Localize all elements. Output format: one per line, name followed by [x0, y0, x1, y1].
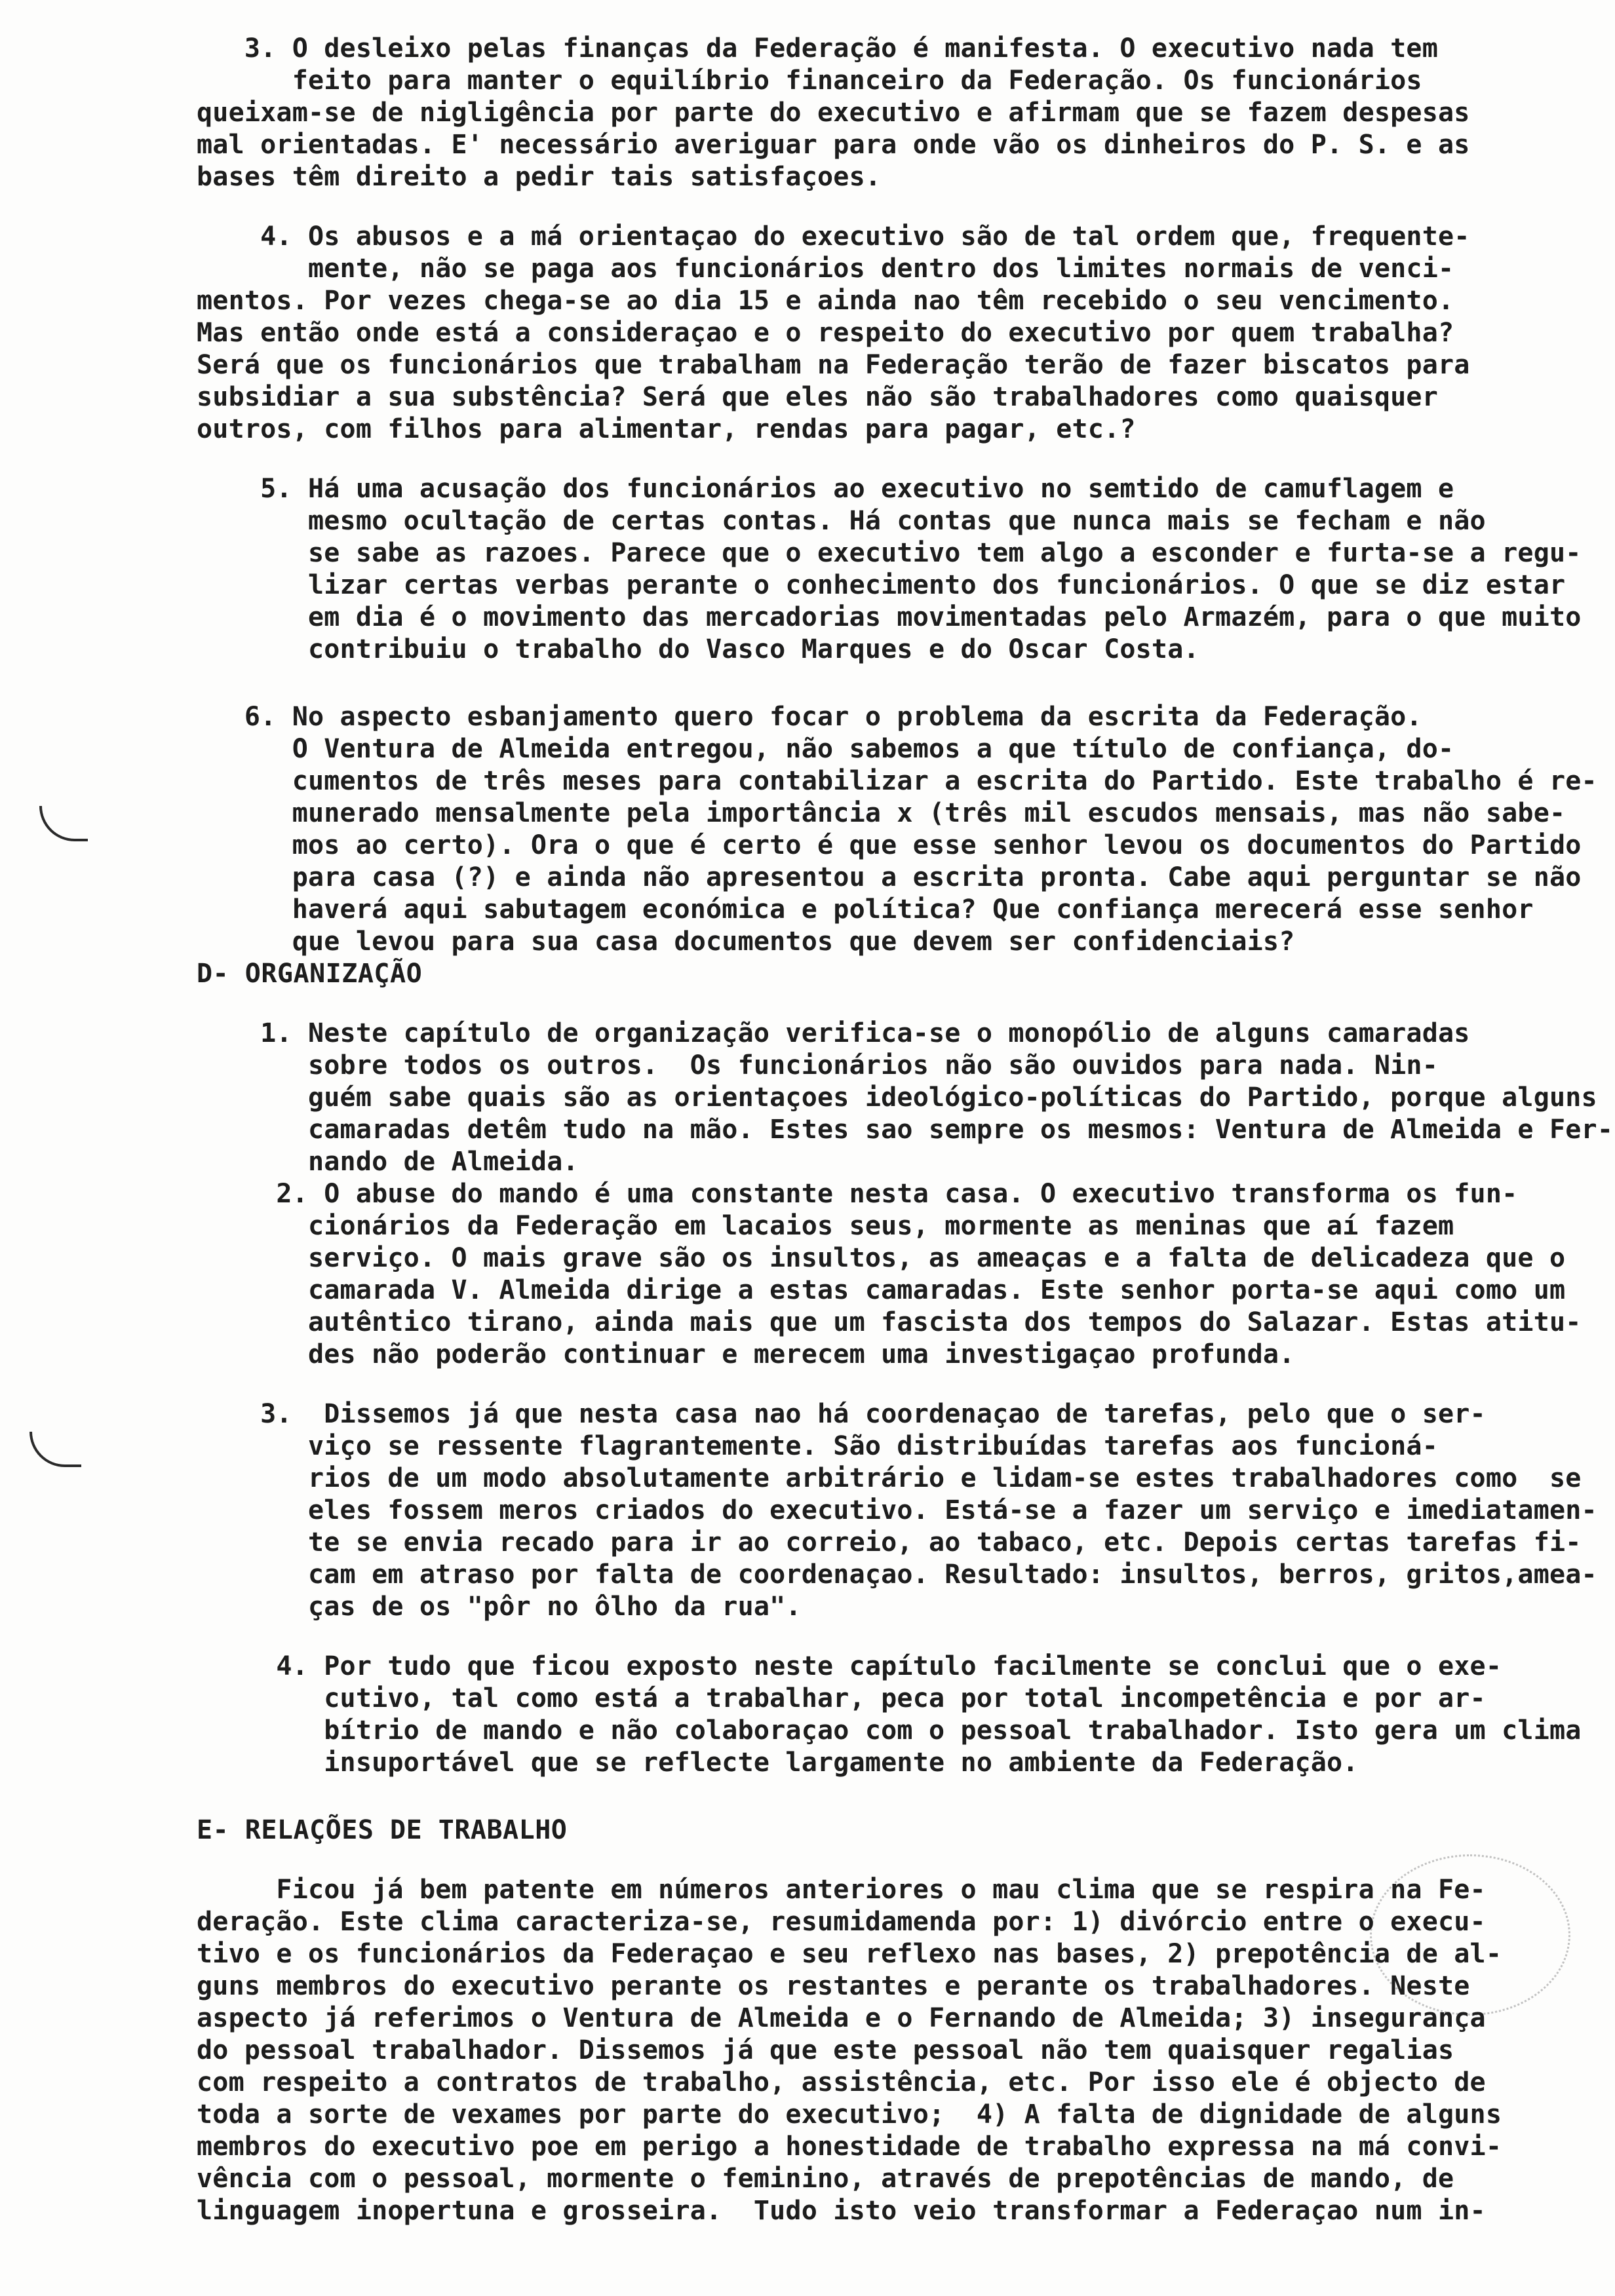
text-line: serviço. O mais grave são os insultos, as ameaças e a falta de delicadeza que o: [197, 1243, 1566, 1273]
text-line: com respeito a contratos de trabalho, assistência, etc. Por isso ele é objecto de: [197, 2067, 1486, 2097]
margin-pencil-mark-2: [29, 1432, 81, 1467]
text-line: bases têm direito a pedir tais satisfaçoes.: [197, 162, 882, 192]
text-line: aspecto já referimos o Ventura de Almeida e o Fernando de Almeida; 3) insegurança: [197, 2003, 1486, 2033]
text-line: autêntico tirano, ainda mais que um fascista dos tempos do Salazar. Estas atitu-: [197, 1307, 1582, 1337]
text-line: munerado mensalmente pela importância x (três mil escudos mensais, mas não sabe-: [197, 798, 1566, 828]
text-line: te se envia recado para ir ao correio, ao tabaco, etc. Depois certas tarefas fi-: [197, 1527, 1582, 1558]
text-line: toda a sorte de vexames por parte do executivo; 4) A falta de dignidade de alguns: [197, 2099, 1502, 2130]
text-line: Ficou já bem patente em números anteriores o mau clima que se respira na Fe-: [197, 1875, 1486, 1905]
text-line: cam em atraso por falta de coordenaçao. Resultado: insultos, berros, gritos,amea-: [197, 1559, 1597, 1590]
text-line: Será que os funcionários que trabalham na Federação terão de fazer biscatos para: [197, 350, 1470, 380]
text-line: 1. Neste capítulo de organização verifica-se o monopólio de alguns camaradas: [197, 1018, 1470, 1048]
text-line: nando de Almeida.: [197, 1147, 579, 1177]
text-line: camarada V. Almeida dirige a estas camaradas. Este senhor porta-se aqui como um: [197, 1275, 1566, 1305]
text-line: 3. Dissemos já que nesta casa nao há coordenaçao de tarefas, pelo que o ser-: [197, 1399, 1486, 1429]
text-line: para casa (?) e ainda não apresentou a escrita pronta. Cabe aqui perguntar se não: [197, 862, 1582, 892]
text-line: 5. Há uma acusação dos funcionários ao executivo no semtido de camuflagem e: [197, 474, 1454, 504]
text-line: 4. Por tudo que ficou exposto neste capítulo facilmente se conclui que o exe-: [197, 1651, 1502, 1681]
text-line: contribuiu o trabalho do Vasco Marques e do Oscar Costa.: [197, 634, 1199, 664]
text-line: mal orientadas. E' necessário averiguar para onde vão os dinheiros do P. S. e as: [197, 130, 1470, 160]
text-line: vência com o pessoal, mormente o feminino, através de prepotências de mando, de: [197, 2164, 1454, 2194]
text-line: mente, não se paga aos funcionários dentro dos limites normais de venci-: [197, 254, 1454, 284]
text-line: mesmo ocultação de certas contas. Há contas que nunca mais se fecham e não: [197, 506, 1486, 536]
text-line: queixam-se de nigligência por parte do executivo e afirmam que se fazem despesas: [197, 98, 1470, 128]
text-line: viço se ressente flagrantemente. São distribuídas tarefas aos funcioná-: [197, 1431, 1438, 1461]
paragraph-gap: [197, 1846, 1573, 1874]
text-line: insuportável que se reflecte largamente no ambiente da Federação.: [197, 1748, 1359, 1778]
text-line: deração. Este clima caracteriza-se, resumidamenda por: 1) divórcio entre o execu-: [197, 1907, 1486, 1937]
text-line: O Ventura de Almeida entregou, não sabemos a que título de confiança, do-: [197, 734, 1454, 764]
text-line: eles fossem meros criados do executivo. Está-se a fazer um serviço e imediatamen-: [197, 1495, 1597, 1525]
text-line: 2. O abuse do mando é uma constante nesta casa. O executivo transforma os fun-: [197, 1179, 1518, 1209]
text-line: rios de um modo absolutamente arbitrário e lidam-se estes trabalhadores como se: [197, 1463, 1582, 1493]
paragraph-gap: [197, 193, 1573, 221]
text-line: mentos. Por vezes chega-se ao dia 15 e ainda nao têm recebido o seu vencimento.: [197, 286, 1454, 316]
text-line: membros do executivo poe em perigo a honestidade de trabalho expressa na má convi-: [197, 2132, 1502, 2162]
margin-pencil-mark-1: [39, 806, 88, 841]
paragraph-gap: [197, 446, 1573, 473]
text-line: bítrio de mando e não colaboraçao com o pessoal trabalhador. Isto gera um clima: [197, 1715, 1582, 1746]
text-line: cionários da Federação em lacaios seus, mormente as meninas que aí fazem: [197, 1211, 1454, 1241]
paragraph-gap: [197, 666, 1573, 701]
text-line: cumentos de três meses para contabilizar a escrita do Partido. Este trabalho é re-: [197, 766, 1597, 796]
text-line: feito para manter o equilíbrio financeiro da Federação. Os funcionários: [197, 66, 1422, 96]
text-line: des não poderão continuar e merecem uma investigaçao profunda.: [197, 1339, 1295, 1369]
text-line: linguagem inopertuna e grosseira. Tudo isto veio transformar a Federaçao num in-: [197, 2196, 1486, 2226]
text-line: tivo e os funcionários da Federaçao e seu reflexo nas bases, 2) prepotência de al-: [197, 1939, 1502, 1969]
text-line: mos ao certo). Ora o que é certo é que esse senhor levou os documentos do Partido: [197, 830, 1582, 860]
text-line: outros, com filhos para alimentar, rendas para pagar, etc.?: [197, 414, 1136, 444]
text-line: camaradas detêm tudo na mão. Estes sao sempre os mesmos: Ventura de Almeida e Fer-: [197, 1115, 1614, 1145]
paragraph-gap: [197, 1779, 1573, 1814]
text-line: que levou para sua casa documentos que devem ser confidenciais?: [197, 927, 1295, 957]
section-heading-relacoes-de-trabalho: E- RELAÇÕES DE TRABALHO: [197, 1815, 568, 1845]
text-line: guém sabe quais são as orientaçoes ideológico-políticas do Partido, porque alguns: [197, 1082, 1597, 1113]
paragraph-gap: [197, 1371, 1573, 1398]
text-line: se sabe as razoes. Parece que o executivo tem algo a esconder e furta-se a regu-: [197, 538, 1582, 568]
text-line: ças de os "pôr no ôlho da rua".: [197, 1592, 802, 1622]
text-line: 4. Os abusos e a má orientaçao do executivo são de tal ordem que, frequente-: [197, 221, 1470, 252]
text-line: sobre todos os outros. Os funcionários não são ouvidos para nada. Nin-: [197, 1050, 1438, 1081]
text-line: em dia é o movimento das mercadorias movimentadas pelo Armazém, para o que muito: [197, 602, 1582, 632]
text-line: haverá aqui sabutagem económica e política? Que confiança merecerá esse senhor: [197, 894, 1534, 925]
text-line: lizar certas verbas perante o conhecimento dos funcionários. O que se diz estar: [197, 570, 1566, 600]
paragraph-gap: [197, 1623, 1573, 1651]
text-line: guns membros do executivo perante os restantes e perante os trabalhadores. Neste: [197, 1971, 1470, 2001]
text-line: Mas então onde está a consideraçao e o respeito do executivo por quem trabalha?: [197, 318, 1454, 348]
text-line: subsidiar a sua substência? Será que eles não são trabalhadores como quaisquer: [197, 382, 1438, 412]
text-line: cutivo, tal como está a trabalhar, peca por total incompetência e por ar-: [197, 1683, 1486, 1713]
document-body: [197, 33, 1614, 2227]
text-line: 6. No aspecto esbanjamento quero focar o problema da escrita da Federação.: [197, 702, 1422, 732]
text-line: 3. O desleixo pelas finanças da Federação é manifesta. O executivo nada tem: [197, 33, 1438, 64]
paragraph-gap: [197, 990, 1573, 1018]
text-line: do pessoal trabalhador. Dissemos já que este pessoal não tem quaisquer regalias: [197, 2035, 1454, 2065]
section-heading-organizacao: D- ORGANIZAÇÃO: [197, 959, 423, 989]
